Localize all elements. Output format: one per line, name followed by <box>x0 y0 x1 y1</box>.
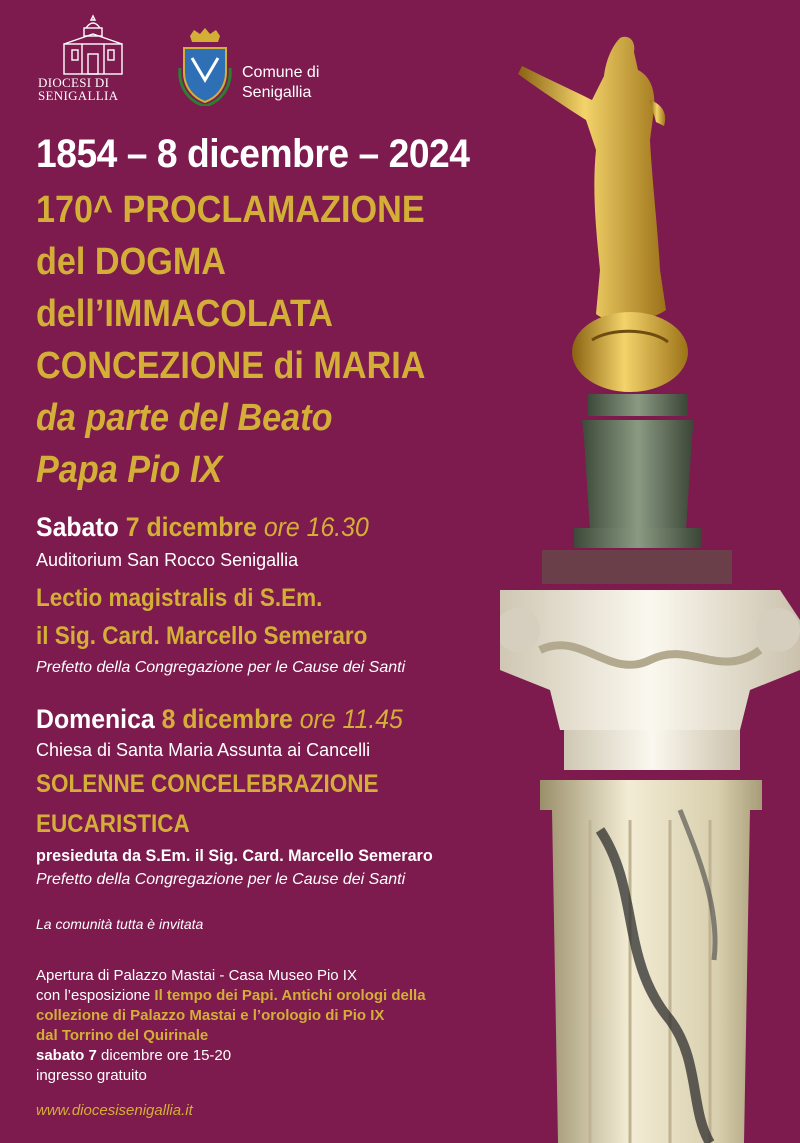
website-link[interactable]: www.diocesisenigallia.it <box>36 1102 193 1119</box>
footer-line2-prefix: con l’esposizione <box>36 987 155 1004</box>
event1-place: Auditorium San Rocco Senigallia <box>36 550 299 570</box>
comune-line1: Comune di <box>242 64 320 81</box>
footer-line5-bold: sabato 7 <box>36 1047 97 1064</box>
footer-exhibition-title: Il tempo dei Papi. Antichi orologi della <box>154 987 426 1004</box>
event1-title-line1: Lectio magistralis di S.Em. <box>36 584 323 612</box>
title-line-concezione: CONCEZIONE di MARIA <box>36 345 426 387</box>
footer-line5-rest: dicembre ore 15-20 <box>96 1047 232 1064</box>
footer-line6: ingresso gratuito <box>36 1067 147 1084</box>
footer-line1: Apertura di Palazzo Mastai - Casa Museo Pio IX <box>36 967 357 984</box>
footer-line3: collezione di Palazzo Mastai e l’orologio di Pio IX <box>36 1007 385 1024</box>
title-line-immacolata: dell’IMMACOLATA <box>36 293 333 335</box>
event1-header <box>36 512 369 543</box>
footer-line2 <box>36 986 426 1006</box>
madonna-column-illustration <box>500 30 800 1143</box>
event2-header <box>36 704 403 735</box>
event1-role: Prefetto della Congregazione per le Cause dei Santi <box>36 659 406 676</box>
title-years: 1854 – 8 dicembre – 2024 <box>36 132 470 176</box>
comune-line2: Senigallia <box>242 84 312 101</box>
event1-day: Sabato <box>36 512 119 542</box>
event2-time: ore 11.45 <box>299 704 403 734</box>
invite-text: La comunità tutta è invitata <box>36 916 204 932</box>
title-line-papa: Papa Pio IX <box>36 449 223 491</box>
event2-role: Prefetto della Congregazione per le Cause dei Santi <box>36 871 406 888</box>
comune-name <box>242 63 319 103</box>
title-line-dogma: del DOGMA <box>36 241 227 283</box>
event2-date: 8 dicembre <box>161 704 293 734</box>
title-line-proclamazione: 170^ PROCLAMAZIONE <box>36 189 425 231</box>
title-block <box>36 184 426 496</box>
footer-info <box>36 966 426 1086</box>
event2-day: Domenica <box>36 704 155 734</box>
event2-title-line2: EUCARISTICA <box>36 810 190 838</box>
footer-line4: dal Torrino del Quirinale <box>36 1027 209 1044</box>
diocesi-name-line1: DIOCESI DI <box>38 75 110 90</box>
event2-place: Chiesa di Santa Maria Assunta ai Cancelli <box>36 740 371 760</box>
event1-time: ore 16.30 <box>263 512 369 542</box>
event2-presided: presieduta da S.Em. il Sig. Card. Marcello Semeraro <box>36 846 433 865</box>
footer-line5 <box>36 1046 426 1066</box>
coat-of-arms-icon <box>178 28 232 106</box>
diocesi-logo <box>38 14 148 102</box>
title-line-beato: da parte del Beato <box>36 397 333 439</box>
diocesi-name-line2: SENIGALLIA <box>38 88 119 103</box>
event2-title-line1: SOLENNE CONCELEBRAZIONE <box>36 770 379 798</box>
event1-title-line2: il Sig. Card. Marcello Semeraro <box>36 622 368 650</box>
event1-date: 7 dicembre <box>125 512 257 542</box>
cathedral-icon <box>60 14 126 76</box>
